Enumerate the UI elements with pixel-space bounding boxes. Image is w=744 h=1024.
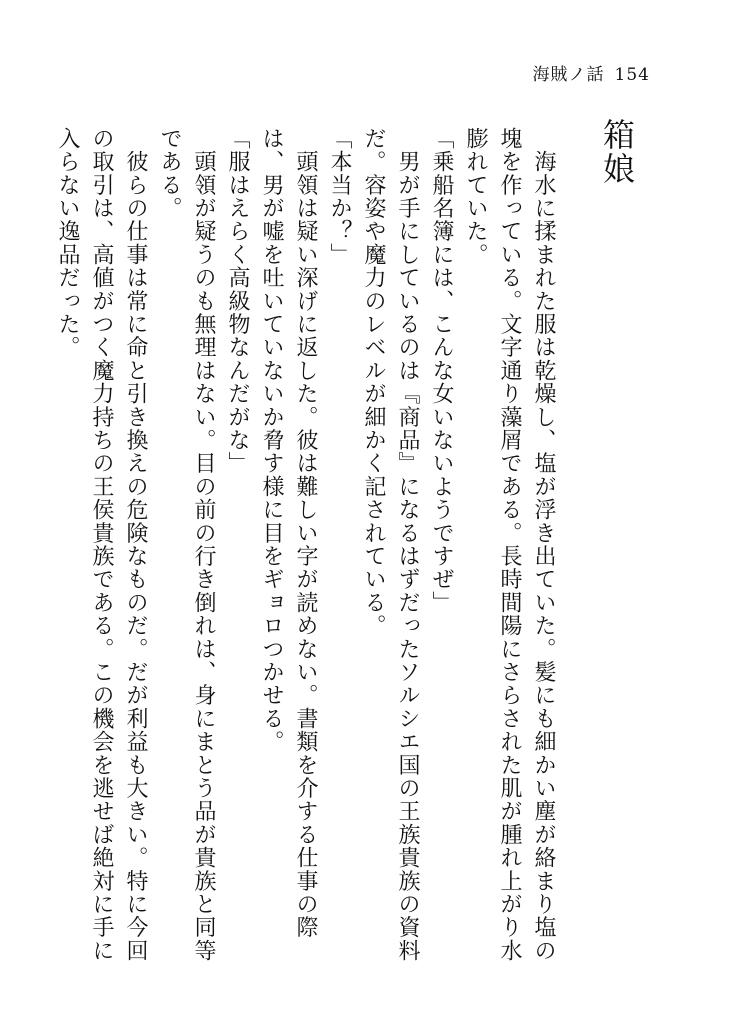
page-number: 154	[614, 65, 650, 85]
running-header	[533, 60, 650, 85]
chapter-title: 箱娘	[598, 118, 636, 186]
paragraph-5: 頭領は疑い深げに返した。彼は難しい字が読めない。書類を介する仕事の際は、男が嘘を吐いていないか脅す様に目をギョロつかせる。	[259, 127, 318, 940]
paragraph-6: 「服はえらく高級物なんだがな」	[225, 127, 250, 475]
paragraph-8: 彼らの仕事は常に命と引き換えの危険なものだ。だが利益も大きい。特に今回の取引は、高値がつく魔力持ちの王侯貴族である。この機会を逃せば絶対に手に入らない逸品だった。	[55, 127, 148, 963]
paragraph-2: 「乗船名簿には、こんな女いないようですぜ」	[429, 127, 454, 615]
body-text	[55, 127, 560, 967]
paragraph-7: 頭領が疑うのも無理はない。目の前の行き倒れは、身にまとう品が貴族と同等である。	[157, 127, 216, 963]
book-title: 海賊ノ話	[532, 65, 605, 85]
paragraph-1: 海水に揉まれた服は乾燥し、塩が浮き出ていた。髪にも細かい塵が絡まり塩の塊を作っている。文字通り藻屑である。長時間陽にさらされた肌が腫れ上がり水膨れていた。	[463, 127, 556, 963]
paragraph-3: 男が手にしているのは『商品』になるはずだったソルシエ国の王族貴族の資料だ。容姿や魔力のレベルが細かく記されている。	[361, 127, 420, 963]
paragraph-4: 「本当か？」	[327, 127, 352, 267]
